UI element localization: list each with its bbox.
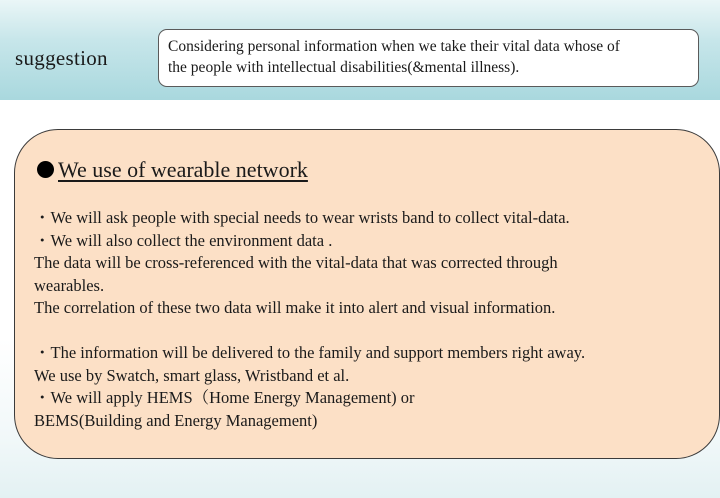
panel-body <box>34 207 720 432</box>
suggestion-text-line-1: Considering personal information when we take their vital data whose of <box>168 38 620 55</box>
body-line-spacer <box>34 320 720 343</box>
panel-heading-text: We use of wearable network <box>58 157 308 182</box>
suggestion-box <box>158 29 699 87</box>
suggestion-text-line-2: the people with intellectual disabilities(&mental illness). <box>168 59 520 76</box>
wearable-network-panel <box>14 129 720 459</box>
body-line: The data will be cross-referenced with the vital-data that was corrected through <box>34 253 558 272</box>
body-line: ・The information will be delivered to the family and support members right away. <box>34 343 586 362</box>
body-line: BEMS(Building and Energy Management) <box>34 410 318 430</box>
body-line: We use by Swatch, smart glass, Wristband et al. <box>34 365 350 385</box>
body-line: ・We will apply HEMS（Home Energy Management) or <box>34 388 415 407</box>
body-line: ・We will also collect the environment data . <box>34 230 333 250</box>
body-line: The correlation of these two data will make it into alert and visual information. <box>34 298 556 317</box>
suggestion-label: suggestion <box>15 46 108 70</box>
panel-heading <box>37 157 308 183</box>
body-line: ・We will ask people with special needs to wear wrists band to collect vital-data. <box>34 208 570 227</box>
bullet-dot-icon <box>37 161 54 178</box>
body-line: wearables. <box>34 275 105 295</box>
